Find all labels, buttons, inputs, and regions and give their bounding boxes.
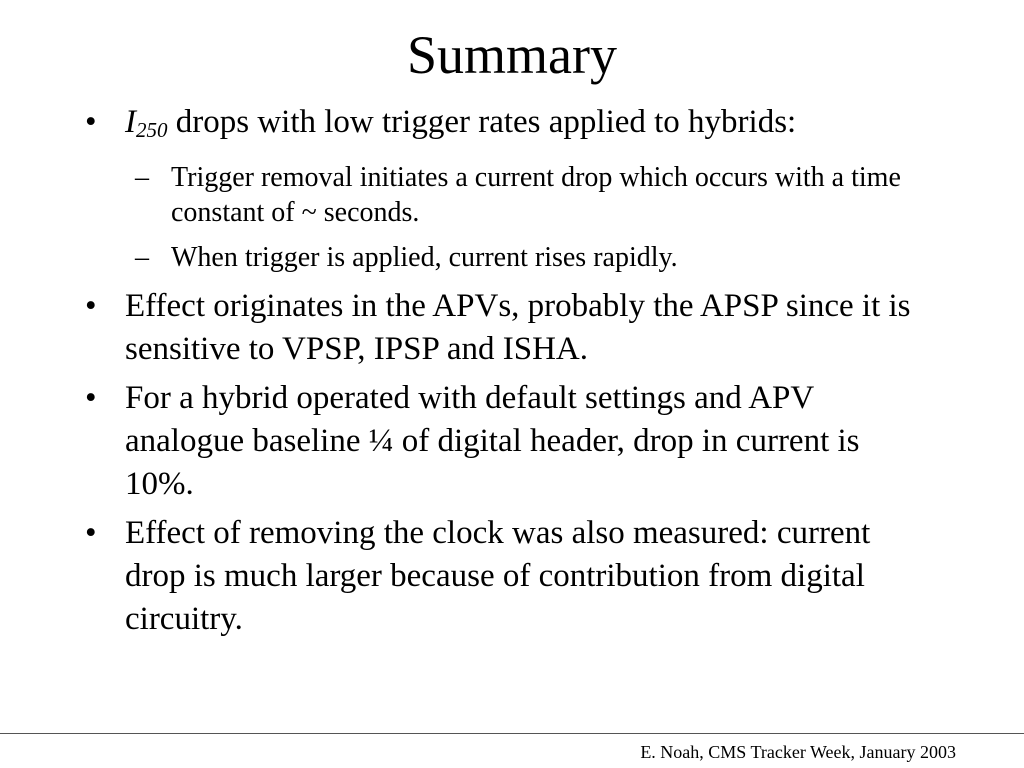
bullet-marker: •	[85, 515, 97, 551]
current-symbol	[125, 104, 168, 140]
bullet-item-4	[85, 512, 935, 641]
current-symbol-letter: I	[125, 104, 136, 140]
bullet-marker: •	[85, 288, 97, 324]
bullet-item-2	[85, 285, 935, 371]
sub-item-text: When trigger is applied, current rises rapidly.	[171, 242, 678, 273]
slide-title: Summary	[407, 25, 617, 85]
bullet-text: For a hybrid operated with default settings and APV analogue baseline ¼ of digital header, drop in current is 10%.	[125, 380, 860, 502]
bullet-list	[85, 101, 935, 647]
bullet-marker: •	[85, 104, 97, 140]
footer-text: E. Noah, CMS Tracker Week, January 2003	[640, 742, 956, 762]
bullet-item-3	[85, 377, 935, 506]
sub-item-2	[125, 240, 935, 275]
bullet-marker: •	[85, 380, 97, 416]
bullet-text: Effect originates in the APVs, probably the APSP since it is sensitive to VPSP, IPSP and ISHA.	[125, 288, 911, 367]
sub-marker: –	[135, 162, 149, 193]
bullet-text: drops with low trigger rates applied to hybrids:	[167, 104, 797, 140]
bullet-text: Effect of removing the clock was also measured: current drop is much larger because of contribution from digital circuitry.	[125, 515, 871, 637]
sub-marker: –	[135, 242, 149, 273]
sub-item-text: Trigger removal initiates a current drop which occurs with a time constant of ~ seconds.	[171, 162, 901, 228]
current-symbol-subscript: 250	[136, 118, 168, 142]
sub-bullet-list	[125, 160, 935, 275]
footer-divider	[0, 733, 1024, 734]
sub-item-1	[125, 160, 935, 230]
bullet-item-1	[85, 101, 935, 275]
